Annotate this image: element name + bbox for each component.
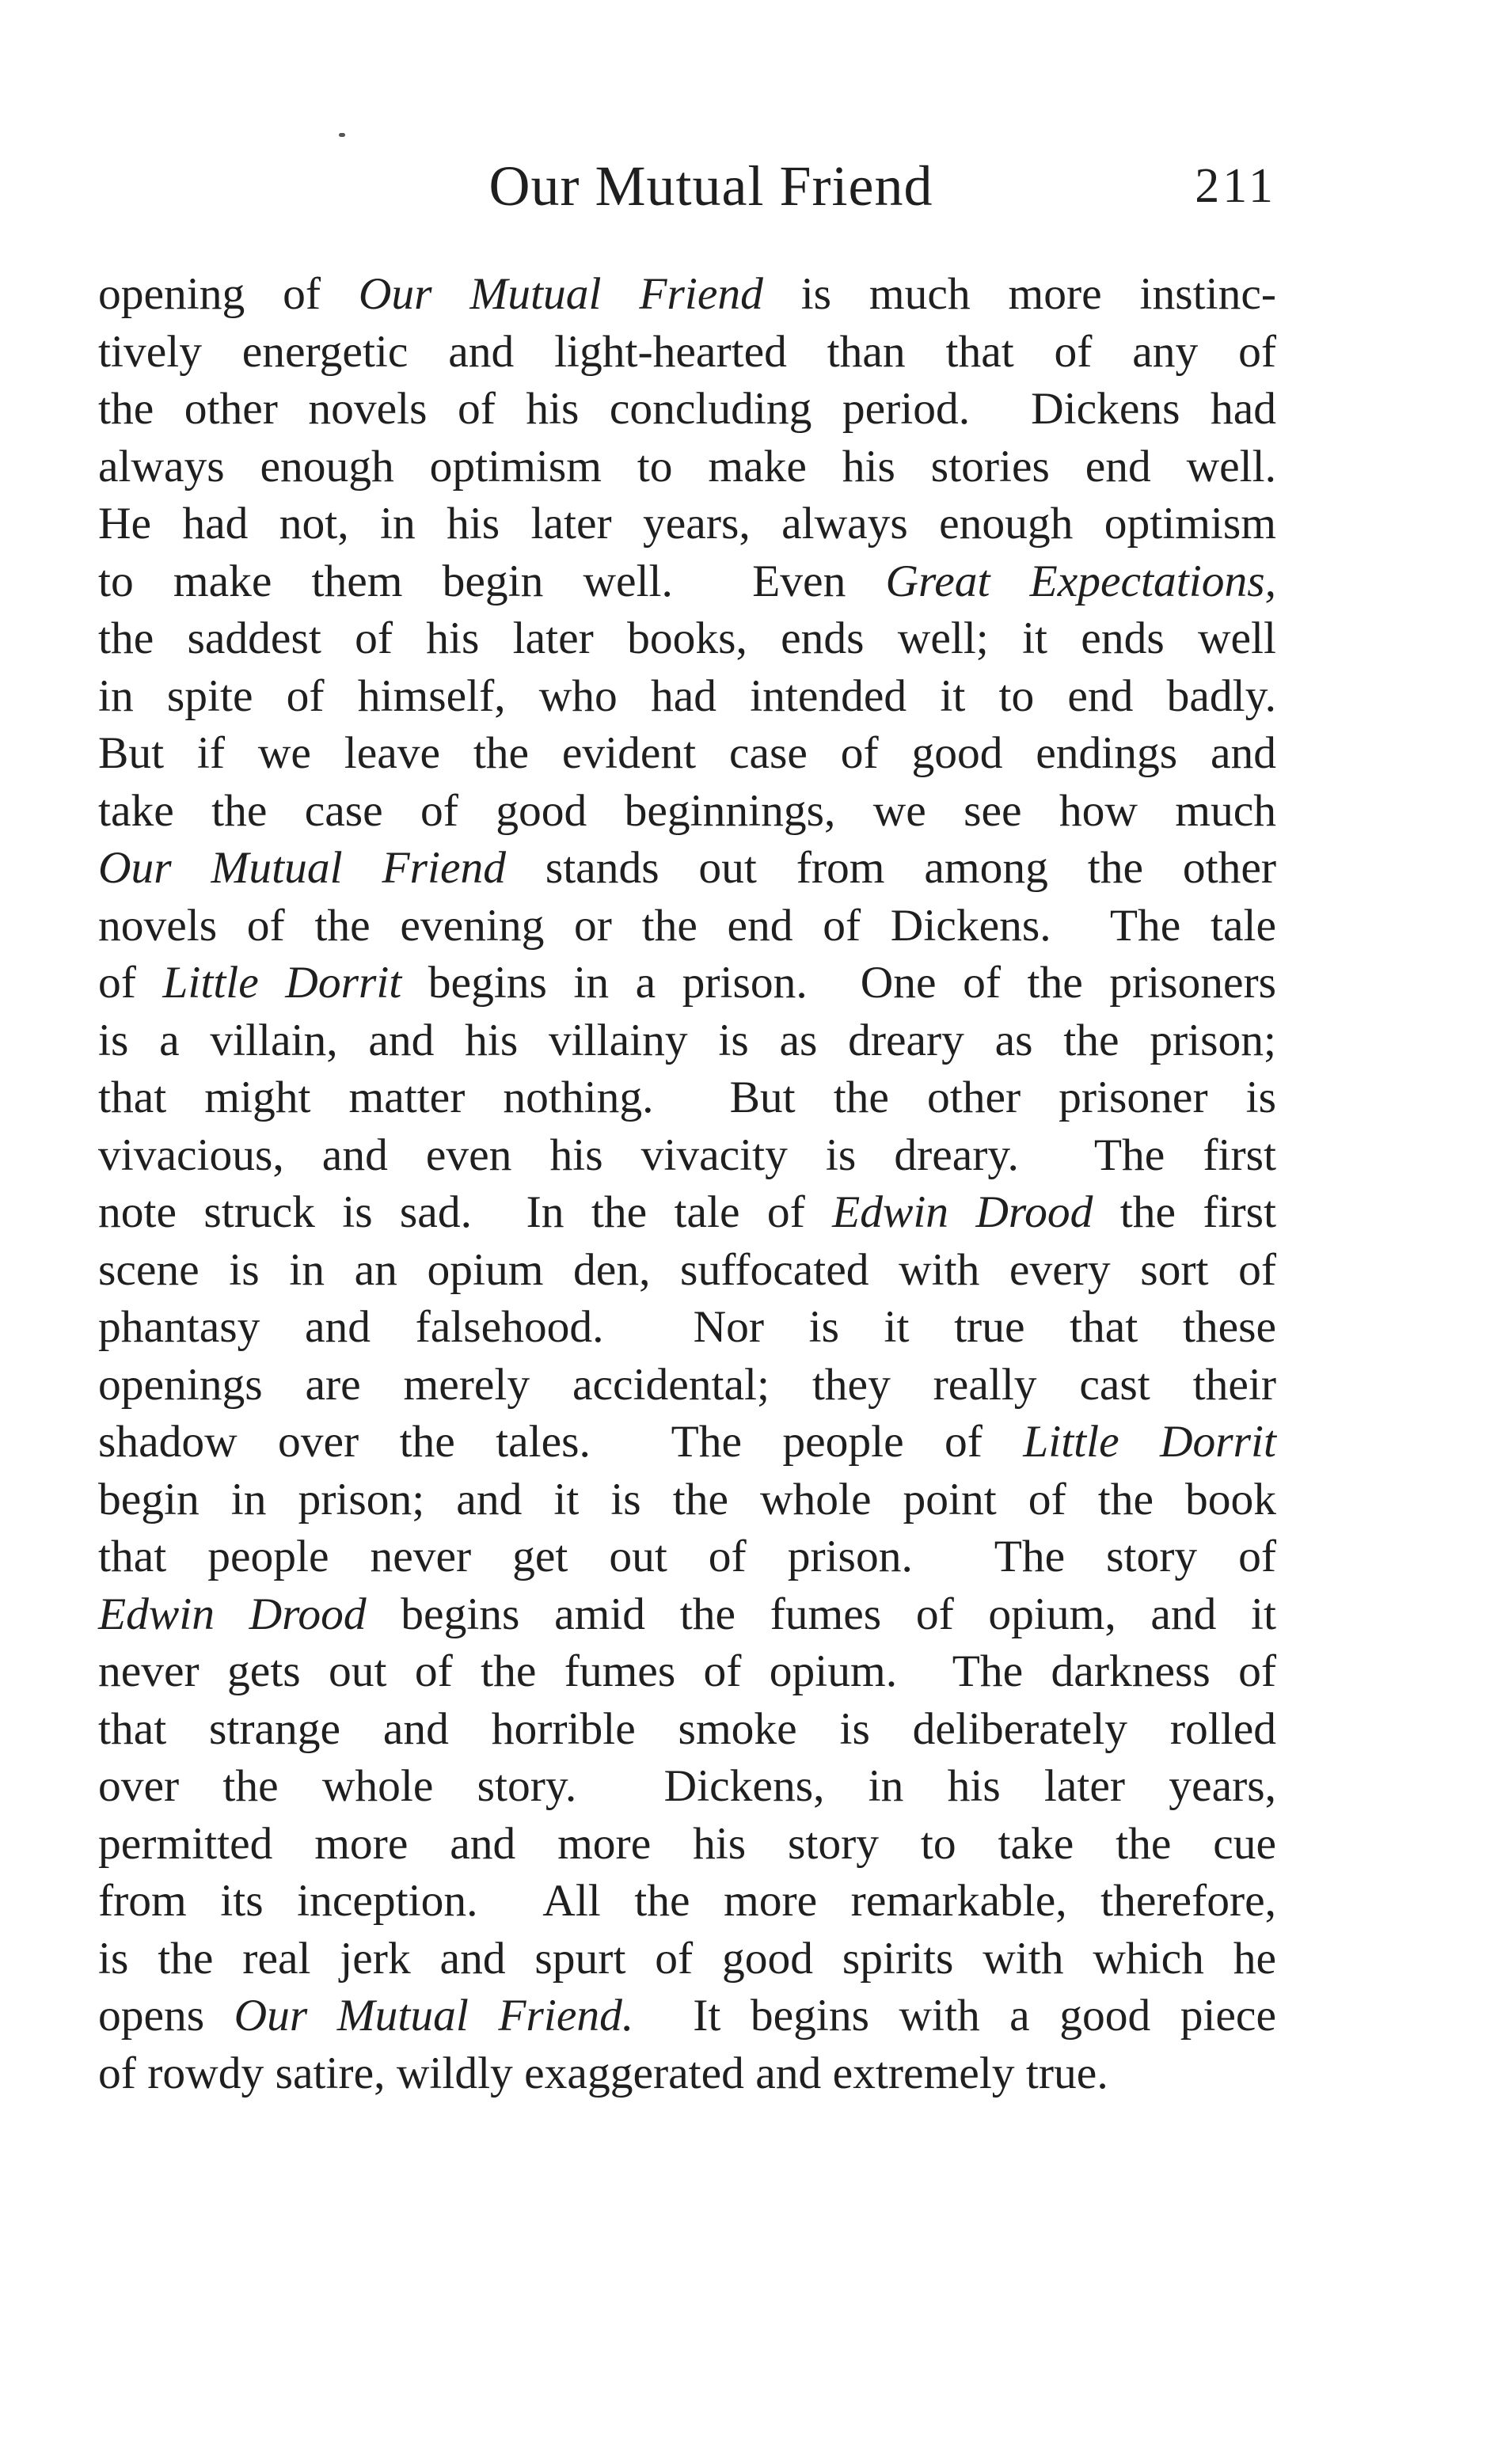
running-head [98,146,1276,226]
text-segment: He had not, in his later years, always enough optimism [98,499,1276,549]
text-segment: the saddest of his later books, ends well; it ends well [98,613,1276,663]
italic-title-text: Our Mutual Friend [358,269,763,319]
text-line [98,840,1276,898]
running-title: Our Mutual Friend [488,154,933,218]
italic-title-text: Great Expectations, [885,556,1276,606]
text-segment: that strange and horrible smoke is deliberately rolled [98,1703,1276,1754]
text-line [98,2045,1276,2103]
text-line [98,1586,1276,1644]
italic-title-text: Our Mutual Friend. [234,1991,634,2041]
text-segment: that might matter nothing. But the other prisoner is [98,1073,1276,1122]
italic-title-text: Edwin Drood [832,1187,1093,1237]
text-segment: the first [1093,1187,1276,1237]
text-line [98,439,1276,496]
text-segment: in spite of himself, who had intended it to end badly. [98,670,1276,721]
text-line [98,1816,1276,1874]
text-line [98,898,1276,955]
text-segment: note struck is sad. In the tale of [98,1187,833,1237]
text-segment: is the real jerk and spurt of good spirits with which he [98,1933,1276,1984]
text-segment: vivacious, and even his vivacity is dreary. The first [98,1129,1276,1180]
text-line [98,610,1276,668]
text-line [98,1701,1276,1759]
text-segment: begin in prison; and it is the whole point of the book [98,1474,1276,1524]
text-segment: permitted more and more his story to take the cue [98,1818,1276,1869]
text-segment: phantasy and falsehood. Nor is it true that these [98,1302,1276,1352]
print-speck [339,133,345,137]
text-segment: always enough optimism to make his stories end well. [98,441,1276,492]
text-line [98,1242,1276,1300]
italic-title-text: Our Mutual Friend [98,843,506,893]
page-number: 211 [1195,159,1276,213]
text-segment: scene is in an opium den, suffocated with every sort of [98,1244,1276,1295]
text-segment: to make them begin well. Even [98,556,886,606]
text-line [98,266,1276,324]
text-line [98,668,1276,726]
text-segment: of [98,958,163,1008]
text-line [98,725,1276,783]
italic-title-text: Little Dorrit [162,958,402,1008]
text-line [98,1012,1276,1070]
text-line [98,1471,1276,1529]
text-line [98,324,1276,382]
text-segment: novels of the evening or the end of Dickens. The tale [98,900,1276,951]
text-line [98,1873,1276,1931]
text-line [98,1988,1276,2045]
text-segment: is much more instinc- [762,269,1276,319]
text-line [98,783,1276,841]
text-segment: It begins with a good piece [633,1991,1276,2041]
text-segment: opening of [98,269,359,319]
text-line [98,495,1276,553]
italic-title-text: Little Dorrit [1023,1417,1276,1467]
body-paragraph [98,266,1276,2102]
text-segment: never gets out of the fumes of opium. The darkness of [98,1646,1276,1696]
text-line [98,553,1276,611]
text-line [98,1643,1276,1701]
text-line [98,1357,1276,1414]
text-segment: shadow over the tales. The people of [98,1417,1024,1467]
text-segment: stands out from among the other [505,843,1276,893]
text-line [98,1931,1276,1988]
text-segment: over the whole story. Dickens, in his later years, [98,1761,1276,1811]
text-line [98,1127,1276,1185]
text-segment: openings are merely accidental; they really cast their [98,1359,1276,1410]
text-line [98,1069,1276,1127]
text-segment: is a villain, and his villainy is as dreary as the prison; [98,1015,1276,1065]
text-segment: But if we leave the evident case of good endings and [98,728,1276,778]
text-line [98,1414,1276,1471]
text-segment: begins amid the fumes of opium, and it [366,1589,1277,1639]
text-segment: of rowdy satire, wildly exaggerated and extremely true. [98,2048,1108,2098]
text-line [98,955,1276,1012]
text-segment: opens [98,1991,234,2041]
text-line [98,381,1276,439]
text-segment: begins in a prison. One of the prisoners [401,958,1277,1008]
text-line [98,1299,1276,1357]
text-line [98,1184,1276,1242]
text-segment: the other novels of his concluding period. Dickens had [98,384,1276,434]
text-segment: tively energetic and light-hearted than that of any of [98,326,1276,377]
italic-title-text: Edwin Drood [98,1589,367,1639]
text-segment: that people never get out of prison. The story of [98,1532,1276,1581]
text-line [98,1758,1276,1816]
text-segment: take the case of good beginnings, we see how much [98,785,1276,836]
text-segment: from its inception. All the more remarkable, therefore, [98,1876,1276,1926]
text-line [98,1528,1276,1586]
